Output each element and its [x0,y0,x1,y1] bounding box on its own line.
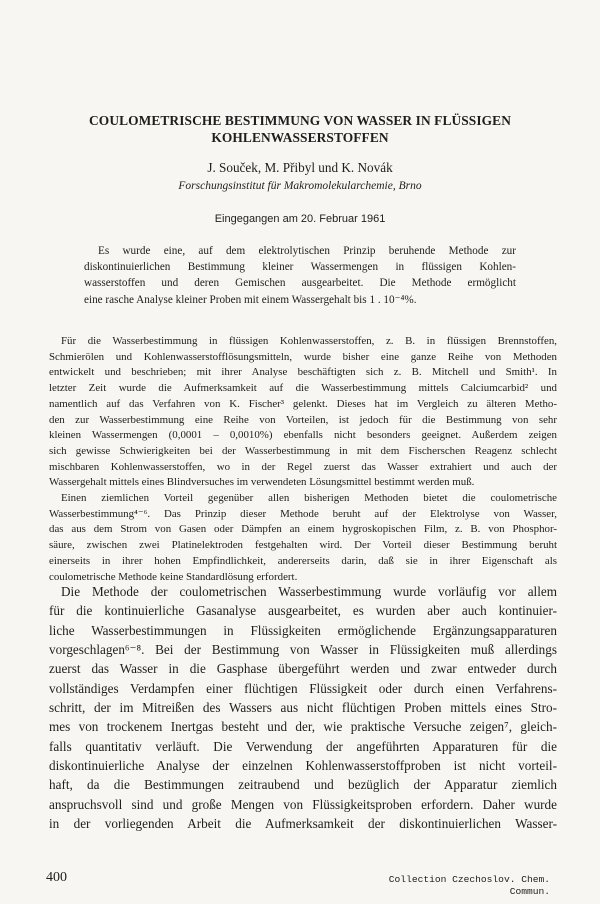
text-line: das aus dem Strom von Gasen oder Dämpfen an einem hygroskopischen Film, z. B. von Phosphor- [49,523,557,536]
page-number: 400 [46,870,67,885]
text-line: namentlich auf das Verfahren von K. Fischer³ gelenkt. Dieses hat im Vergleich zu älteren Metho- [49,397,557,410]
text-line: mischbaren Kohlenwasserstoffen, wo in der Regel zuerst das Wasser extrahiert und auch der [49,460,557,473]
text-line: diskontinuierliche Analyse der einzelnen Kohlenwasserstoffproben ist nicht vorteil- [49,758,557,774]
received-date: Eingegangen am 20. Februar 1961 [214,213,386,225]
text-line: falls quantitativ verläuft. Die Verwendung der angeführten Apparaturen für die [49,738,557,754]
text-line: vorgeschlagen⁶⁻⁸. Bei der Bestimmung von Wasser in Flüssigkeiten muß allerdings [49,642,557,658]
abstract-line: wasserstoffen und deren Gemischen ausgearbeitet. Die Methode ermöglicht [84,277,516,290]
text-line: Einen ziemlichen Vorteil gegenüber allen bisherigen Methoden bietet die coulometrische [61,492,557,505]
title-line-1: COULOMETRISCHE BESTIMMUNG VON WASSER IN FLÜSSIGEN [89,113,511,128]
introduction-small-print [49,334,557,585]
text-line: Wasserbestimmung⁴⁻⁶. Das Prinzip dieser Methode beruht auf der Elektrolyse von Wasser, [49,507,557,520]
text-line: zuerst das Wasser in die Gasphase übergeführt werden und zwar entweder durch [49,661,557,677]
text-line: coulometrische Methode keine Standardlösung erfordert. [49,570,298,583]
text-line: entwickelt und beschrieben; mit ihrer Analyse beschäftigten sich z. B. Mitchell und Smith¹. In [49,366,557,379]
body-text [49,582,557,833]
journal-name: Collection Czechoslov. Chem. Commun. [388,874,550,897]
text-line: in der vorliegenden Arbeit die Aufmerksamkeit der diskontinuierlichen Wasser- [49,816,557,832]
text-line: für die kontinuierliche Gasanalyse ausgearbeitet, es wurden aber auch kontinuier- [49,603,557,619]
text-line: anspruchsvoll sind und große Mengen von Flüssigkeitsproben erfordern. Daher wurde [49,796,557,812]
text-line: haft, da die Bestimmungen zeitraubend und bezüglich der Apparatur ziemlich [49,777,557,793]
text-line: Schmierölen und Kohlenwasserstofflösungsmitteln, wurde bisher eine ganze Reihe von Methoden [49,350,557,363]
article-title [40,112,560,146]
text-line: schritt, der im Mitreißen des Wassers aus nicht flüchtigen Proben mittels eines Stro- [49,700,557,716]
text-line: vollständiges Verdampfen einer flüchtigen Flüssigkeit oder durch einen Verfahrens- [49,680,557,696]
title-line-2: KOHLENWASSERSTOFFEN [211,130,389,145]
text-line: mes von trockenem Inertgas besteht und der, wie praktische Versuche zeigen⁷, gleich- [49,719,557,735]
text-line: letzter Zeit wurde die Aufmerksamkeit auf die Wasserbestimmung mittels Calciumcarbid² und [49,382,557,395]
author-list: J. Souček, M. Přibyl und K. Novák [207,160,393,175]
author-affiliation: Forschungsinstitut für Makromolekularchemie, Brno [178,180,422,192]
abstract-line: eine rasche Analyse kleiner Proben mit einem Wassergehalt bis 1 . 10⁻⁴%. [84,293,417,306]
text-line: sich gewisse Schwierigkeiten bei der Wasserbestimmung in mit dem Fischerschen Reagenz schlecht [49,444,557,457]
abstract-line: Es wurde eine, auf dem elektrolytischen Prinzip beruhende Methode zur [98,245,516,257]
abstract [84,243,516,308]
abstract-line: diskontinuierlichen Bestimmung kleiner Wassermengen in flüssigen Kohlen- [84,261,516,274]
text-line: Für die Wasserbestimmung in flüssigen Kohlenwasserstoffen, z. B. in flüssigen Brennstoffen, [61,335,557,347]
text-line: den zur Wasserbestimmung eine Reihe von Vorteilen, ist jedoch für die Bestimmung von sehr [49,413,557,426]
text-line: Wassergehalt mittels eines Blindversuches im verwendeten Lösungsmittel bestimmt werden muß. [49,476,475,489]
text-line: säure, zwischen zwei Platinelektroden festgehalten wird. Der Vorteil dieser Bestimmung beruht [49,539,557,552]
text-line: kleinen Wassermengen (0,0001 – 0,0010%) ebenfalls nicht besonders geeignet. Außerdem zeigen [49,429,557,442]
text-line: Die Methode der coulometrischen Wasserbestimmung wurde vorläufig vor allem [61,584,557,599]
text-line: liche Wasserbestimmungen in Flüssigkeiten ermöglichende Ergänzungsapparaturen [49,622,557,638]
text-line: einerseits in ihrer hohen Empfindlichkeit, andererseits darin, daß sie in ihrer Eigenschaft als [49,554,557,567]
